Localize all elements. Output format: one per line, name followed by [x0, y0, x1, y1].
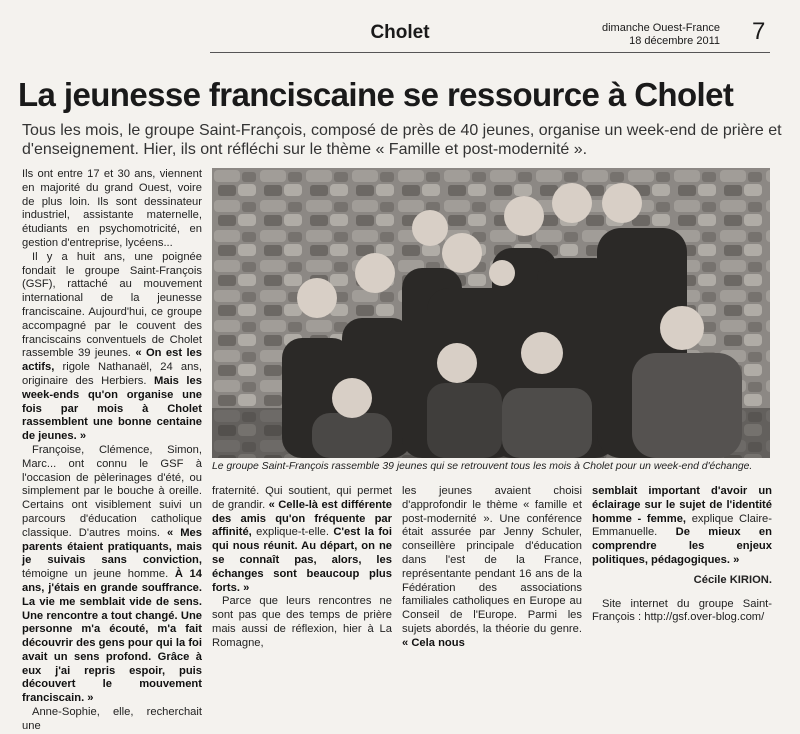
- paragraph: Parce que leurs rencontres ne sont pas que des temps de prière mais aussi de réflexion, hier à La Romagne,: [212, 595, 392, 649]
- article-column-4: [592, 485, 772, 625]
- article-column-3: [402, 485, 582, 651]
- publication-date: [560, 22, 720, 48]
- website-note: Site internet du groupe Saint-François : http://gsf.over-blog.com/: [592, 597, 772, 624]
- photo-caption: Le groupe Saint-François rassemble 39 jeunes qui se retrouvent tous les mois à Cholet pour un week-end d'échange.: [212, 461, 753, 472]
- section-title: Cholet: [370, 22, 430, 43]
- headline: La jeunesse franciscaine se ressource à Cholet: [18, 76, 734, 113]
- date-line-2: 18 décembre 2011: [629, 35, 720, 47]
- group-photo: [212, 168, 770, 458]
- group-photo-illustration: [212, 168, 770, 458]
- paragraph: semblait important d'avoir un éclairage sur le sujet de l'identité homme - femme, explique Claire-Emmanuelle. De mieux en comprendre les enjeux politiques, pédagogiques. »: [592, 485, 772, 566]
- standfirst: Tous les mois, le groupe Saint-François, composé de près de 40 jeunes, organise un week-end de prière et d'enseignement. Hier, ils ont réfléchi sur le thème « Famille et post-modernité ».: [22, 122, 782, 158]
- article-column-2: [212, 485, 392, 651]
- author-signature: Cécile KIRION.: [693, 573, 772, 586]
- paragraph: Il y a huit ans, une poignée fondait le groupe Saint-François (GSF), rattaché au mouvement international de la jeunesse franciscaine. Aujourd'hui, ce groupe accompagné par le couvent des franciscains conventuels de Cholet rassemble 39 jeunes. « On est les actifs, rigole Nathanaël, 24 ans, originaire des Herbiers. Mais les week-ends qu'on organise une fois par mois à Cholet rassemblent une bonne centaine de jeunes. »: [22, 250, 202, 443]
- paragraph: Anne-Sophie, elle, recherchait une: [22, 706, 202, 732]
- article-column-1: [22, 168, 202, 734]
- paragraph: Françoise, Clémence, Simon, Marc... ont connu le GSF à l'occasion de pèlerinages d'été, ou simplement par le bouche à oreille. Certains ont visiblement suivi un parcours d'éducation catholique classique. D'autres moins. « Mes parents étaient pratiquants, mais je suivais sans conviction, témoigne un jeune homme. À 14 ans, j'étais en grande souffrance. La vie me semblait vide de sens. Une rencontre a tout changé. Une personne m'a écouté, m'a fait découvrir des gens pour qui la foi avait un sens profond. Grâce à eux j'ai repris espoir, puis découvert le mouvement franciscain. »: [22, 443, 202, 705]
- paragraph: Ils ont entre 17 et 30 ans, viennent en majorité du grand Ouest, voire de plus loin. Ils sont dessinateur industriel, assistante maternelle, étudiants en psychomotricité, en gestion d'entreprise, lycéens...: [22, 168, 202, 249]
- header-rule: [210, 52, 770, 53]
- date-line-1: dimanche Ouest-France: [602, 22, 720, 34]
- paragraph: les jeunes avaient choisi d'approfondir le thème « famille et post-modernité ». Une conférence était assurée par Jenny Schuler, conseillère principale d'éducation dans l'est de la France, représentante pendant 16 ans de la Fédération des associations familiales catholiques en Europe au Conseil de l'Europe. Parmi les sujets abordés, la théorie du genre. « Cela nous: [402, 485, 582, 649]
- page-number: 7: [752, 18, 766, 45]
- paragraph: fraternité. Qui soutient, qui permet de grandir. « Celle-là est différente des amis qu'on fréquente par affinité, explique-t-elle. C'est la foi qui nous réunit. Au départ, on ne se connaît pas, alors, les échanges sont beaucoup plus forts. »: [212, 485, 392, 594]
